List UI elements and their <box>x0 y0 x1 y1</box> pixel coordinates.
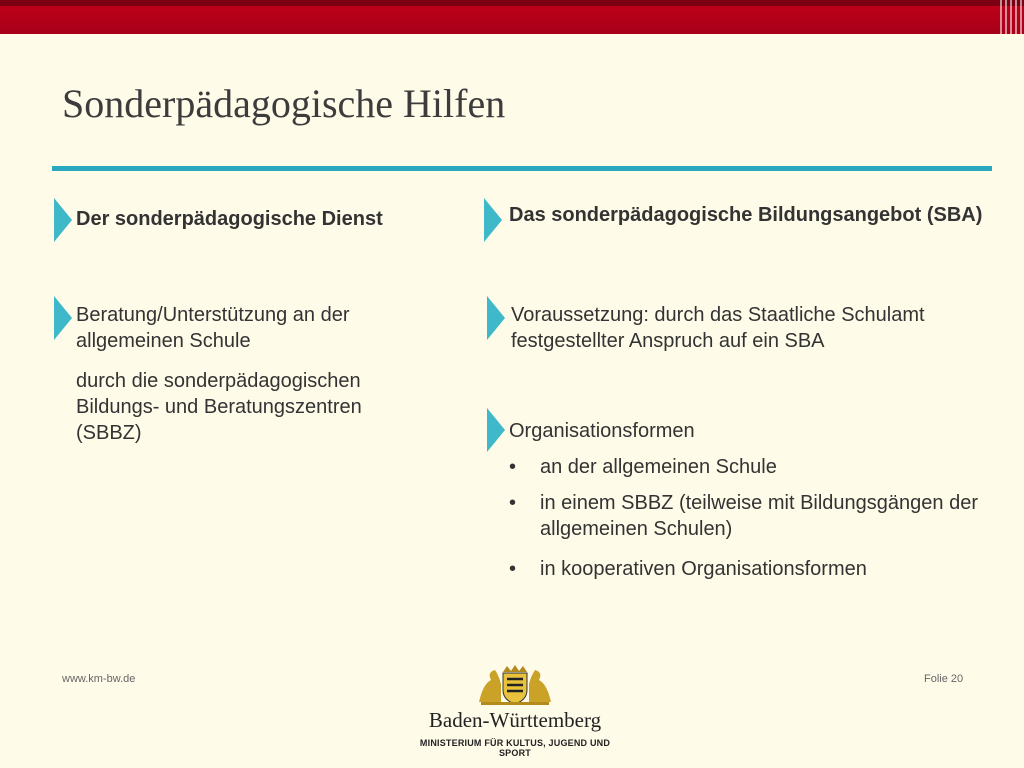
bullet-icon: • <box>509 558 517 580</box>
coat-of-arms-icon <box>477 664 553 706</box>
logo-subtitle: MINISTERIUM FÜR KULTUS, JUGEND UND SPORT <box>419 738 611 758</box>
left-point-1: Beratung/Unterstützung an der allgemeinen Schule <box>76 304 350 352</box>
top-bar <box>0 0 1024 34</box>
left-heading: Der sonderpädagogische Dienst <box>76 208 383 230</box>
bullet-icon: • <box>509 492 517 514</box>
chevron-right-icon <box>484 198 502 242</box>
footer-url[interactable]: www.km-bw.de <box>62 673 136 685</box>
ministry-logo <box>405 664 625 758</box>
slide-number: Folie 20 <box>924 673 964 685</box>
top-bar-dark-edge <box>0 0 1024 6</box>
right-point-1: Voraussetzung: durch das Staatliche Schulamt festgestellter Anspruch auf ein SBA <box>511 304 925 352</box>
right-point-2: Organisationsformen <box>509 420 695 442</box>
list-item: an der allgemeinen Schule <box>540 456 777 478</box>
left-point-1-sub: durch die sonderpädagogischen Bildungs- und Beratungszentren (SBBZ) <box>76 370 362 444</box>
list-item: in kooperativen Organisationsformen <box>540 558 867 580</box>
title-divider <box>52 166 992 171</box>
chevron-right-icon <box>54 198 72 242</box>
chevron-right-icon <box>54 296 72 340</box>
list-item: in einem SBBZ (teilweise mit Bildungsgängen der allgemeinen Schulen) <box>540 492 978 540</box>
right-heading: Das sonderpädagogische Bildungsangebot (SBA) <box>509 204 983 226</box>
chevron-right-icon <box>487 408 505 452</box>
chevron-right-icon <box>487 296 505 340</box>
top-bar-stripes <box>992 0 1022 34</box>
bullet-icon: • <box>509 456 517 478</box>
logo-name: Baden-Württemberg <box>428 708 602 732</box>
slide-title: Sonderpädagogische Hilfen <box>62 81 506 126</box>
